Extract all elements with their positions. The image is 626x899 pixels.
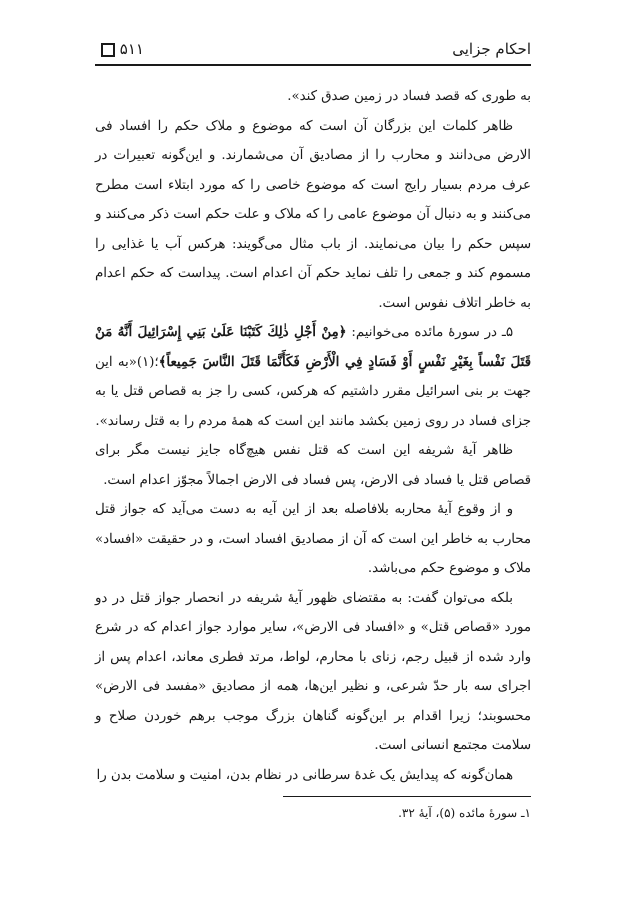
paragraph-7: همان‌گونه که پیدایش یک غدهٔ سرطانی در نظام بدن، امنیت و سلامت بدن را	[96, 767, 513, 783]
paragraph-5: و از وقوع آیهٔ محاربه بلافاصله بعد از این آیه به دست می‌آید که جواز قتل محارب به خاطر این است که آن از مصادیق افساد است، و در حقیقت «افساد» ملاک و موضوع حکم می‌باشد.	[95, 502, 531, 576]
body-text	[95, 82, 531, 790]
square-ornament-icon	[101, 43, 115, 57]
page-number: ۵۱۱	[119, 40, 144, 58]
quran-verse: ﴿مِنْ أَجْلِ ذٰلِكَ كَتَبْنَا عَلَىٰ بَنِي إِسْرَائِيلَ أَنَّهُ مَنْ قَتَلَ نَفْساً بِغَيْرِ نَفْسٍ أَوْ فَسَادٍ فِي الْأَرْضِ فَكَأَنَّمَا قَتَلَ النَّاسَ جَمِيعاً﴾	[95, 325, 531, 370]
paragraph-6: بلکه می‌توان گفت: به مقتضای ظهور آیهٔ شریفه در انحصار جواز قتل در دو مورد «قصاص قتل» و «افساد فی الارض»، سایر موارد جواز اعدام که در شرع وارد شده از قبیل رجم، زنای با محارم، لواط، مرتد فطری معاند، اعدام پس از اجرای سه بار حدّ شرعی، و نظیر این‌ها، همه از مصادیق «مفسد فی الارض» محسوبند؛ زیرا اقدام بر این‌گونه گناهان بزرگ موجب برهم خوردن صلاح و سلامت مجتمع انسانی است.	[95, 590, 531, 753]
footnote-ref: ؛(۱)	[136, 354, 159, 370]
paragraph-3-lead: ۵ـ در سورهٔ مائده می‌خوانیم:	[346, 325, 513, 340]
footnote: ۱ـ سورهٔ مائده (۵)، آیهٔ ۳۲.	[398, 806, 531, 820]
header-rule	[95, 64, 531, 66]
running-title: احکام جزایی	[452, 40, 531, 58]
paragraph-3	[95, 318, 531, 436]
paragraph-1: به طوری که قصد فساد در زمین صدق کند».	[287, 89, 531, 104]
paragraph-2: ظاهر کلمات این بزرگان آن است که موضوع و ملاک حکم را افساد فی الارض می‌دانند و محارب را از مصادیق آن می‌شمارند. و این‌گونه تعبیرات در عرف مردم بسیار رایج است که موضوع خاصی را که مورد ابتلاء است مطرح می‌کنند و به دنبال آن موضوع عامی را که ملاک و علت حکم است ذکر می‌کنند و سپس حکم را بیان می‌نمایند. از باب مثال می‌گویند: هرکس آب یا غذایی را مسموم کند و جمعی را تلف نماید حکم آن اعدام است. پیداست که حکم اعدام به خاطر اتلاف نفوس است.	[95, 118, 531, 311]
paragraph-3-rest: «به این جهت بر بنی اسرائیل مقرر داشتیم که هرکس، کسی را جز به قصاص قتل یا به جزای فساد در روی زمین بکشد مانند این است که همهٔ مردم را به قتل رساند».	[95, 354, 531, 429]
footnote-rule	[283, 796, 531, 797]
paragraph-4: ظاهر آیهٔ شریفه این است که قتل نفس هیچ‌گاه جایز نیست مگر برای قصاص قتل یا فساد فی الارض، پس فساد فی الارض اجمالاً مجوّز اعدام است.	[95, 443, 531, 488]
page-number-block	[95, 40, 144, 58]
page-header	[95, 36, 531, 66]
